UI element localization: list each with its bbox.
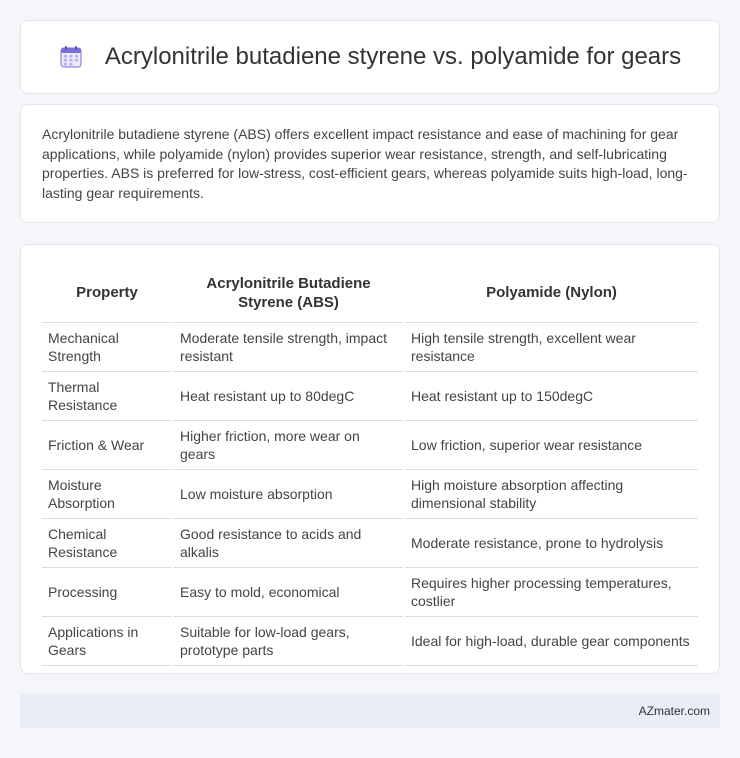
header-abs: Acrylonitrile Butadiene Styrene (ABS) [174, 261, 403, 323]
table-row [42, 470, 698, 519]
polyamide-cell: Moderate resistance, prone to hydrolysis [405, 519, 698, 568]
property-cell: Thermal Resistance [42, 372, 172, 421]
calendar-icon [59, 45, 83, 69]
summary-text: Acrylonitrile butadiene styrene (ABS) offers excellent impact resistance and ease of machining for gear applications, while polyamide (nylon) provides superior wear resistance, strength, and self-lubricating properties. ABS is preferred for low-stress, cost-efficient gears, whereas polyamide suits high-load, long-lasting gear requirements. [42, 126, 688, 201]
abs-cell: Heat resistant up to 80degC [174, 372, 403, 421]
comparison-table-card [20, 244, 720, 674]
property-cell: Friction & Wear [42, 421, 172, 470]
abs-cell: Higher friction, more wear on gears [174, 421, 403, 470]
abs-cell: Low moisture absorption [174, 470, 403, 519]
page-title [59, 43, 681, 71]
table-row [42, 617, 698, 666]
property-cell: Mechanical Strength [42, 323, 172, 372]
table-row [42, 372, 698, 421]
polyamide-cell: High tensile strength, excellent wear resistance [405, 323, 698, 372]
property-cell: Chemical Resistance [42, 519, 172, 568]
table-row [42, 519, 698, 568]
property-cell: Processing [42, 568, 172, 617]
abs-cell: Good resistance to acids and alkalis [174, 519, 403, 568]
title-card [20, 20, 720, 94]
polyamide-cell: Low friction, superior wear resistance [405, 421, 698, 470]
abs-cell: Easy to mold, economical [174, 568, 403, 617]
abs-cell: Moderate tensile strength, impact resistant [174, 323, 403, 372]
footer-brand[interactable]: AZmater.com [638, 704, 710, 718]
polyamide-cell: Requires higher processing temperatures, costlier [405, 568, 698, 617]
polyamide-cell: Ideal for high-load, durable gear components [405, 617, 698, 666]
polyamide-cell: High moisture absorption affecting dimensional stability [405, 470, 698, 519]
polyamide-cell: Heat resistant up to 150degC [405, 372, 698, 421]
abs-cell: Suitable for low-load gears, prototype parts [174, 617, 403, 666]
table-row [42, 421, 698, 470]
page-title-text: Acrylonitrile butadiene styrene vs. polyamide for gears [104, 43, 682, 70]
table-row [42, 323, 698, 372]
header-polyamide: Polyamide (Nylon) [405, 261, 698, 323]
header-property: Property [42, 261, 172, 323]
footer [20, 694, 720, 728]
property-cell: Applications in Gears [42, 617, 172, 666]
summary-card [20, 104, 720, 223]
comparison-table [40, 261, 700, 666]
table-header-row [42, 261, 698, 323]
table-row [42, 568, 698, 617]
property-cell: Moisture Absorption [42, 470, 172, 519]
